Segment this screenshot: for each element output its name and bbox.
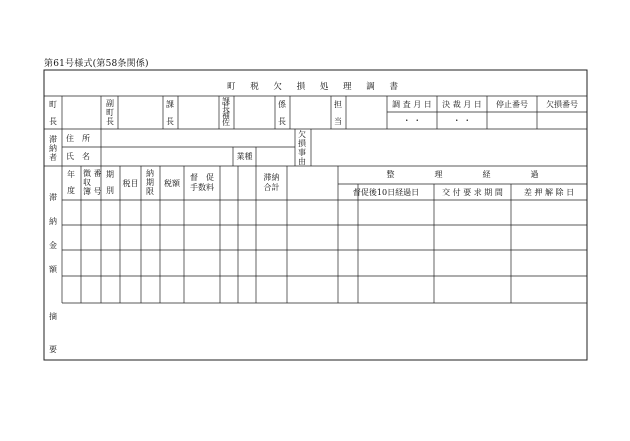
process-col-request: 督促後10日経過日: [352, 188, 420, 197]
form-frame: [44, 70, 587, 360]
business-label: 業種: [236, 152, 253, 161]
period-label-top: 期: [106, 170, 114, 179]
collection-no-label-1: 徴 番: [83, 169, 102, 178]
arrears-label-2: 納: [49, 217, 57, 226]
total-label-top: 滞納: [263, 173, 280, 182]
tax-amount-label: 税額: [164, 179, 180, 188]
unit-label-top: 係: [278, 100, 286, 109]
survey-date-label: 調 査 月 日: [392, 100, 432, 109]
section-label-top: 課: [166, 100, 174, 109]
total-label-bottom: 合計: [263, 183, 280, 192]
form-title: 町 税 欠 損 処 理 調 書: [227, 82, 404, 92]
assistant-label-3: 補: [222, 111, 230, 120]
due-date-label-2: 期: [146, 178, 154, 187]
summary-label-top: 摘: [49, 312, 57, 321]
process-col-dup: 差 押 解 除 日: [523, 188, 575, 197]
staff-label-bottom: 当: [334, 117, 342, 126]
reason-label-1: 欠: [298, 130, 306, 139]
survey-date-value: ・ ・: [402, 116, 422, 125]
assistant-label-4: 佐: [222, 118, 230, 127]
deputy-label-2: 町: [106, 108, 114, 117]
reason-label-4: 由: [298, 157, 306, 166]
form-reference: 第61号様式(第58条関係): [44, 59, 149, 69]
due-date-label-1: 納: [146, 169, 154, 178]
collection-no-label-3: 簿 号: [83, 187, 102, 196]
period-label-bottom: 別: [106, 186, 114, 195]
summary-label-bottom: 要: [49, 345, 57, 354]
reason-label-2: 損: [298, 139, 306, 148]
chief-label-top: 町: [49, 100, 57, 109]
loss-number-label: 欠損番号: [546, 100, 578, 109]
decision-date-label: 決 裁 月 日: [442, 100, 482, 109]
address-label: 住 所: [66, 134, 90, 143]
assistant-label-1: 課: [222, 97, 230, 106]
process-col-release: 交 付 要 求 期 間: [442, 188, 503, 197]
year-label-top: 年: [67, 170, 75, 179]
taxpayer-label-3: 者: [49, 153, 57, 162]
deputy-label-1: 副: [106, 99, 114, 108]
decision-date-value: ・ ・: [452, 116, 472, 125]
arrears-label-4: 額: [49, 265, 57, 274]
collection-no-label-2: 収: [83, 178, 91, 187]
unit-label-bottom: 長: [278, 117, 286, 126]
taxpayer-label-2: 納: [49, 144, 57, 153]
stop-number-label: 停止番号: [496, 100, 528, 109]
tax-item-label: 税目: [122, 179, 139, 188]
arrears-label-3: 金: [49, 241, 57, 250]
arrears-label-1: 滞: [49, 193, 57, 202]
reason-label-3: 事: [298, 148, 306, 157]
taxpayer-label-1: 滞: [49, 135, 57, 144]
fee-label-top: 督 促: [190, 173, 214, 182]
name-label: 氏 名: [66, 152, 90, 161]
chief-label-bottom: 長: [49, 117, 57, 126]
year-label-bottom: 度: [67, 186, 75, 195]
staff-label-top: 担: [334, 100, 342, 109]
fee-label-bottom: 手数料: [190, 183, 214, 192]
assistant-label-2: 長: [222, 104, 230, 113]
process-header: 整 理 経 過: [386, 170, 539, 179]
due-date-label-3: 限: [146, 187, 154, 196]
deputy-label-3: 長: [106, 117, 114, 126]
section-label-bottom: 長: [166, 117, 174, 126]
